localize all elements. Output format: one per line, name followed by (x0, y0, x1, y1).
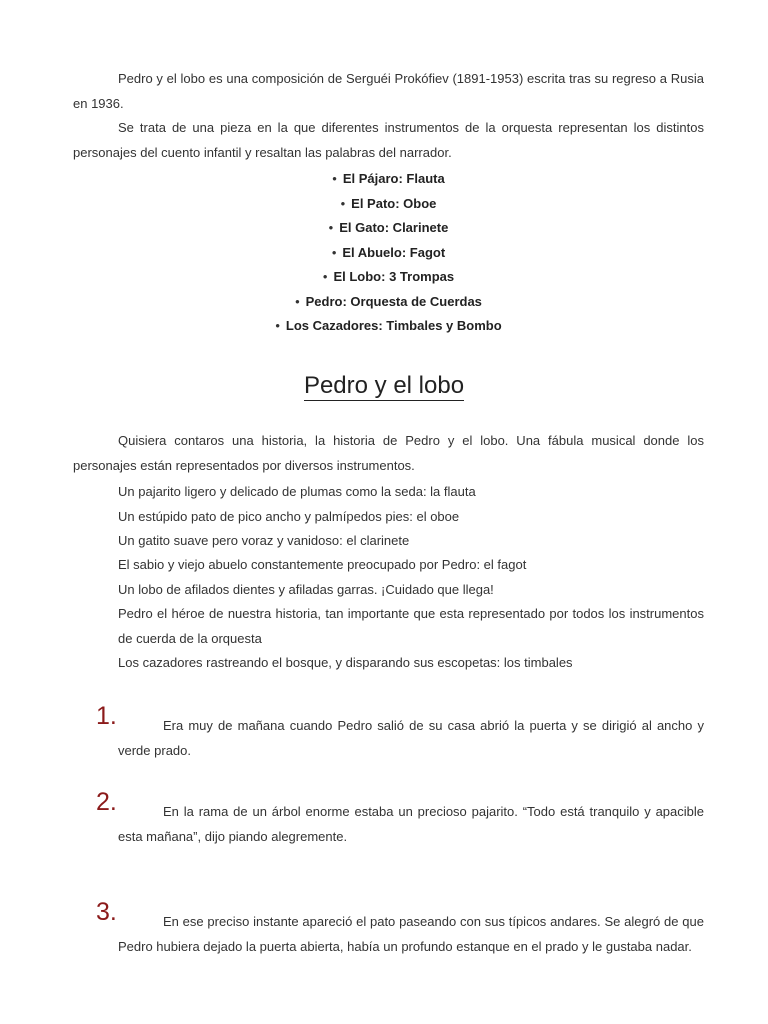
story-line: El sabio y viejo abuelo constantemente preocupado por Pedro: el fagot (118, 557, 527, 572)
list-item (73, 192, 704, 217)
bullet-icon: • (328, 220, 334, 235)
character-list (73, 167, 704, 339)
item-number: 1. (96, 702, 117, 730)
character-label: El Abuelo: Fagot (342, 244, 446, 260)
list-item (73, 167, 704, 192)
story-line: Un gatito suave pero voraz y vanidoso: el clarinete (118, 533, 410, 548)
bullet-icon: • (322, 269, 328, 284)
list-item (73, 290, 704, 315)
item-text: En la rama de un árbol enorme estaba un precioso pajarito. “Todo está tranquilo y apacible esta mañana”, dijo piando alegremente. (118, 804, 704, 844)
story-intro-paragraph: Quisiera contaros una historia, la historia de Pedro y el lobo. Una fábula musical donde los personajes están representados por diversos instrumentos. (73, 433, 704, 473)
story-line: Un pajarito ligero y delicado de plumas como la seda: la flauta (118, 484, 476, 499)
intro-paragraph-1: Pedro y el lobo es una composición de Serguéi Prokófiev (1891-1953) escrita tras su regreso a Rusia en 1936. (73, 71, 704, 111)
story-line: Un estúpido pato de pico ancho y palmípedos pies: el oboe (118, 509, 460, 524)
list-item (73, 314, 704, 339)
bullet-icon: • (332, 171, 337, 186)
character-label: El Gato: Clarinete (339, 220, 449, 235)
bullet-icon: • (340, 195, 346, 211)
character-label: Pedro: Orquesta de Cuerdas (305, 293, 482, 309)
page-title (0, 364, 768, 401)
list-item (73, 265, 704, 290)
character-label: El Pato: Oboe (351, 195, 437, 211)
story-line: Pedro el héroe de nuestra historia, tan importante que esta representado por todos los instrumentos de cuerda de la orquesta (118, 606, 704, 646)
story-line: Los cazadores rastreando el bosque, y disparando sus escopetas: los timbales (118, 655, 573, 670)
list-item (73, 216, 704, 241)
bullet-icon: • (295, 293, 300, 309)
list-item (73, 241, 704, 266)
character-label: El Pájaro: Flauta (342, 171, 445, 186)
item-number: 2. (96, 788, 117, 816)
story-line: Un lobo de afilados dientes y afiladas garras. ¡Cuidado que llega! (118, 582, 494, 597)
character-label: El Lobo: 3 Trompas (333, 269, 455, 284)
item-text: En ese preciso instante apareció el pato paseando con sus típicos andares. Se alegró de que Pedro hubiera dejado la puerta abierta, había un profundo estanque en el prado y le gustaba nadar. (118, 914, 704, 954)
item-text: Era muy de mañana cuando Pedro salió de su casa abrió la puerta y se dirigió al ancho y verde prado. (118, 718, 704, 758)
bullet-icon: • (275, 318, 280, 333)
item-number: 3. (96, 898, 117, 926)
bullet-icon: • (331, 244, 337, 260)
page-title-text: Pedro y el lobo (303, 372, 465, 399)
character-label: Los Cazadores: Timbales y Bombo (285, 318, 502, 333)
intro-paragraph-2: Se trata de una pieza en la que diferentes instrumentos de la orquesta representan los distintos personajes del cuento infantil y resaltan las palabras del narrador. (73, 120, 704, 160)
